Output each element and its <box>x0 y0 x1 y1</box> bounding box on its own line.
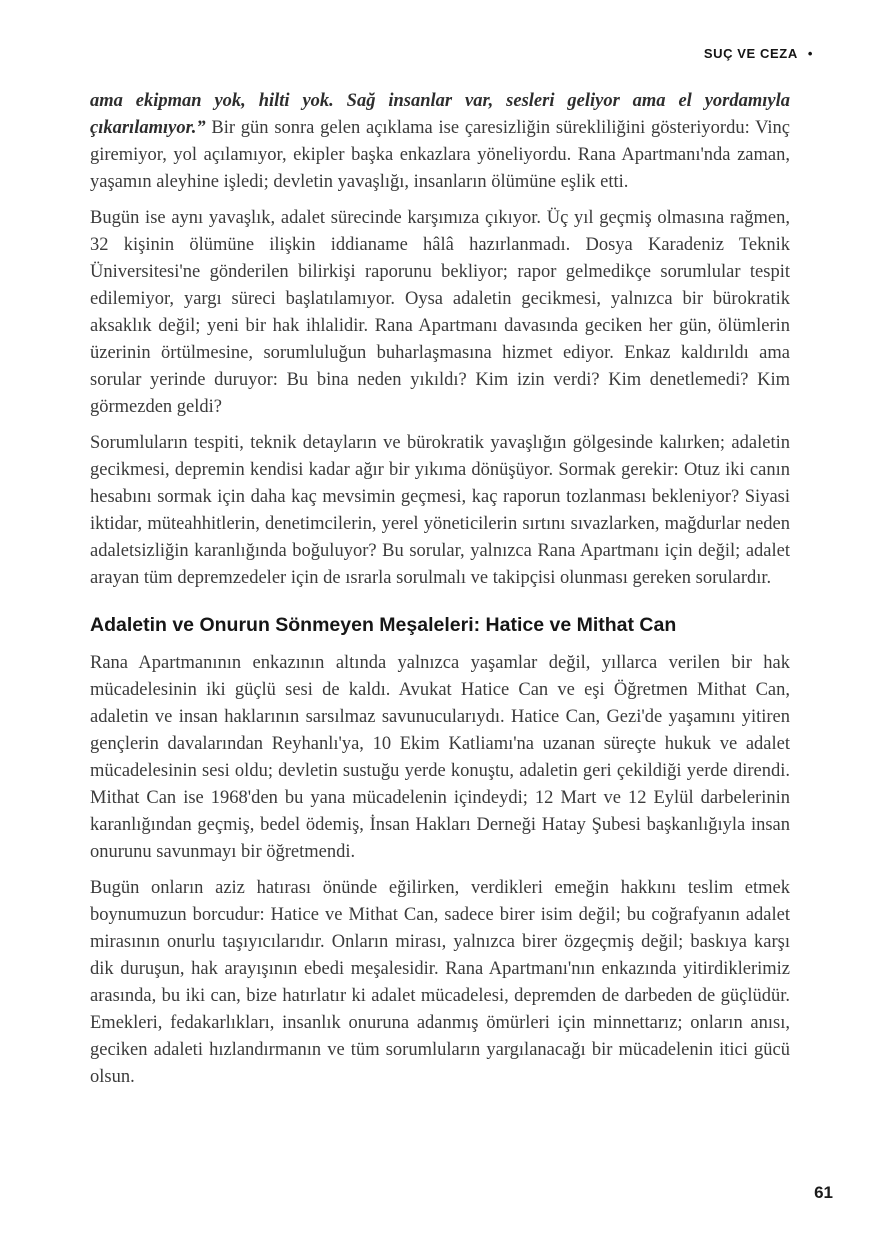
paragraph-3: Sorumluların tespiti, teknik detayların ve bürokratik yavaşlığın gölgesinde kalırken; adaletin gecikmesi, depremin kendisi kadar ağır bir yıkıma dönüşüyor. Sormak gerekir: Otuz iki canın hesabını sormak için daha kaç mevsimin geçmesi, kaç raporun tozlanması bekleniyor? Siyasi iktidar, müteahhitlerin, denetimcilerin, yerel yöneticilerin sırtını sıvazlarken, mağdurlar neden adaletsizliğin karanlığında boğuluyor? Bu sorular, yalnızca Rana Apartmanı için değil; adalet arayan tüm depremzedeler için de ısrarla sorulmalı ve takipçisi olunması gereken sorulardır. <box>90 433 790 588</box>
running-header <box>704 46 813 61</box>
bullet-icon: • <box>807 46 813 61</box>
page-number: 61 <box>814 1183 833 1202</box>
header-title: SUÇ VE CEZA <box>703 46 798 61</box>
body-text <box>90 88 790 1100</box>
paragraph-5: Bugün onların aziz hatırası önünde eğilirken, verdikleri emeğin hakkını teslim etmek boynumuzun borcudur: Hatice ve Mithat Can, sadece birer isim değil; bu coğrafyanın adalet mirasının onurlu taşıyıcılarıdır. Onların mirası, yalnızca birer özgeçmiş değil; baskıya karşı dik duruşun, hak arayışının ebedi meşalesidir. Rana Apartmanı'nın enkazında yitirdiklerimiz arasında, bu iki can, bize hatırlatır ki adalet mücadelesi, depremden de darbeden de güçlüdür. Emekleri, fedakarlıkları, insanlık onuruna adanmış ömürleri için minnettarız; onların anısı, geciken adaleti hızlandırmanın ve tüm sorumluların yargılanacağı bir mücadelenin itici gücü olsun. <box>90 878 790 1087</box>
paragraph-1-quote: ama ekipman yok, hilti yok. Sağ insanlar var, sesleri geliyor ama el yordamıyla çıkarılamıyor.” <box>90 91 790 138</box>
paragraph-1 <box>90 88 790 196</box>
paragraph-2: Bugün ise aynı yavaşlık, adalet sürecinde karşımıza çıkıyor. Üç yıl geçmiş olmasına rağmen, 32 kişinin ölümüne ilişkin iddianame hâlâ hazırlanmadı. Dosya Karadeniz Teknik Üniversitesi'ne gönderilen bilirkişi raporunu bekliyor; rapor gelmedikçe sorumlular tespit edilemiyor, yargı süreci başlatılamıyor. Oysa adaletin gecikmesi, yalnızca bir bürokratik aksaklık değil; yeni bir hak ihlalidir. Rana Apartmanı davasında geciken her gün, ölümlerin üzerinin örtülmesine, sorumluluğun buharlaşmasına hizmet ediyor. Enkaz kaldırıldı ama sorular yerinde duruyor: Bu bina neden yıkıldı? Kim izin verdi? Kim denetlemedi? Kim görmezden geldi? <box>90 208 790 417</box>
section-heading: Adaletin ve Onurun Sönmeyen Meşaleleri: Hatice ve Mithat Can <box>90 614 677 636</box>
paragraph-4: Rana Apartmanının enkazının altında yalnızca yaşamlar değil, yıllarca verilen bir hak mücadelesinin iki güçlü sesi de kaldı. Avukat Hatice Can ve eşi Öğretmen Mithat Can, adaletin ve insan haklarının sarsılmaz savunucularıydı. Hatice Can, Gezi'de yaşamını yitiren gençlerin davalarından Reyhanlı'ya, 10 Ekim Katliamı'na uzanan süreçte hukuk ve adalet mücadelesinin sesi oldu; devletin sustuğu yerde konuştu, adaletin geri çekildiği yerde direndi. Mithat Can ise 1968'den bu yana mücadelenin içindeydi; 12 Mart ve 12 Eylül darbelerinin karanlığından geçmiş, bedel ödemiş, İnsan Hakları Derneği Hatay Şubesi başkanlığıyla insan onurunu savunmayı bir öğretmendi. <box>90 653 790 862</box>
paragraph-1-rest: Bir gün sonra gelen açıklama ise çaresizliğin sürekliliğini gösteriyordu: Vinç giremiyor, yol açılamıyor, ekipler başka enkazlara yöneliyordu. Rana Apartmanı'nda zaman, yaşamın aleyhine işledi; devletin yavaşlığı, insanların ölümüne eşlik etti. <box>90 118 790 192</box>
